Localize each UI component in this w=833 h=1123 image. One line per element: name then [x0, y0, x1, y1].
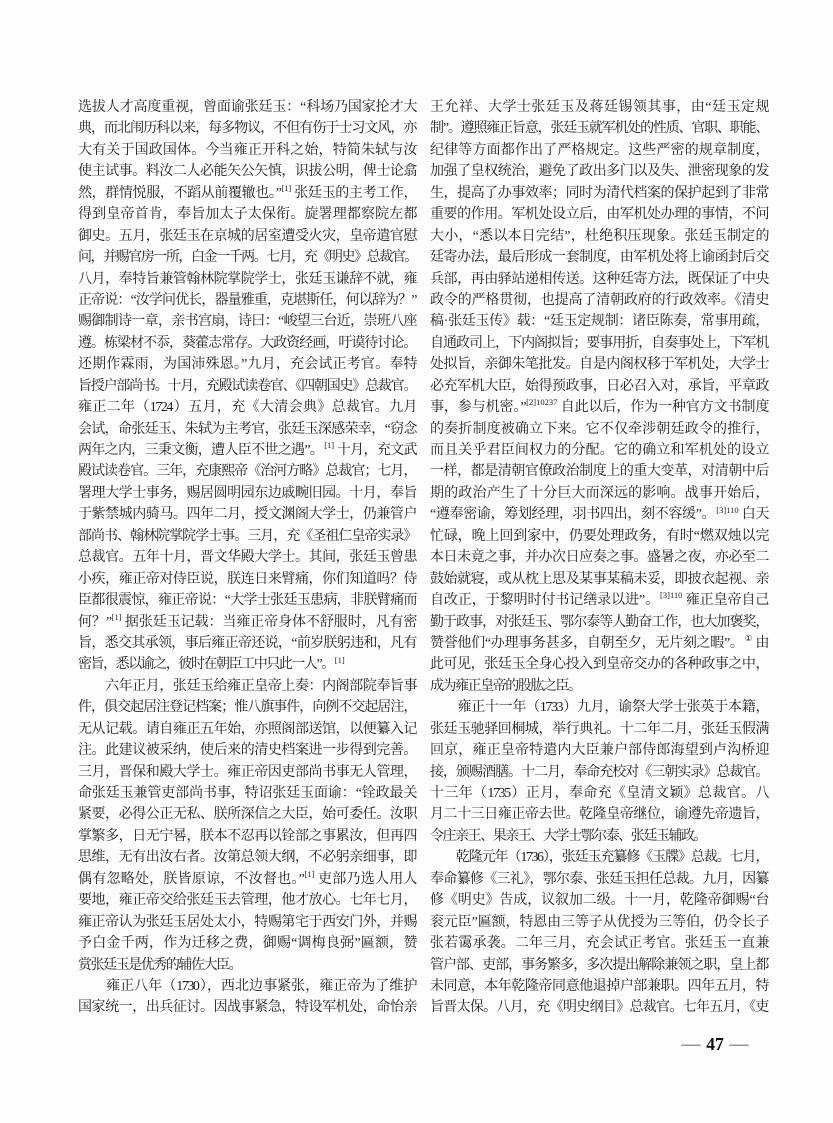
text-line: “遵奉密谕，筹划经理，羽书四出，刻不容缓”。$^{[3]110}$ 白天 — [430, 504, 768, 523]
text-line: 注。此建议被采纳，使后来的清史档案进一步得到完善。 — [78, 743, 416, 759]
footnote-ref: [3]110 — [660, 590, 683, 601]
footnote-ref: [1] — [304, 869, 315, 880]
text-line: 必充军机大臣，始得预政事，日必召入对，承旨，平章政 — [430, 378, 768, 394]
text-line: 管户部、吏部，事务繁多，多次提出解除兼领之职，皇上都 — [430, 957, 768, 973]
text-line: 本日未竟之事，并办次日应奏之事。盛暑之夜，亦必至二 — [430, 550, 768, 566]
page-number — [655, 1034, 775, 1055]
text-line: 生，提高了办事效率；同时为清代档案的保护起到了非常 — [430, 185, 768, 201]
text-line: 自通政司上，下内阁拟旨；要事用折，自奏事处上，下军机 — [430, 335, 768, 351]
text-line: 十三年（1735）正月，奉命充《皇清文颖》总裁官。八 — [430, 786, 768, 801]
text-line: 自改正，于黎明时付书记缮录以进”。$^{[3]110}$ 雍正皇帝自己 — [430, 590, 768, 609]
text-line: 雍正二年（1724）五月，充《大清会典》总裁官。九月 — [78, 400, 416, 416]
text-line: 处拟旨，亲御朱笔批发。自是内阁权移于军机处，大学士 — [430, 357, 768, 373]
page-number-value: 47 — [706, 1034, 724, 1054]
text-line: 典，而北闱历科以来，每多物议，不但有伤于士习文风，亦 — [78, 121, 416, 137]
text-line: 雍正八年（1730），西北边事紧张，雍正帝为了维护 — [78, 978, 416, 994]
text-line: 未同意，本年乾隆帝同意他退掉户部兼职。四年五月，特 — [430, 978, 768, 994]
text-line: 一样，都是清朝官僚政治制度上的重大变革，对清朝中后 — [430, 464, 768, 480]
text-line: 使主试事。料汝二人必能矢公矢慎，识拔公明，俾士论翕 — [78, 164, 416, 180]
text-line: 张若霭承袭。二年三月，充会试正考官。张廷玉一直兼 — [430, 936, 768, 952]
text-line: 密旨，悉以谕之，彼时在朝臣工中只此一人”。[1] — [78, 654, 345, 673]
text-line: 张廷玉驰驿回桐城，举行典礼。十二年二月，张廷玉假满 — [430, 721, 768, 737]
text-line: 八月，奉特旨兼管翰林院掌院学士，张廷玉谦辞不就，雍 — [78, 271, 416, 287]
text-line: 重要的作用。军机处设立后，由军机处办理的事情，不问 — [430, 207, 768, 223]
text-line: 纪律等方面都作出了严格规定。这些严密的规章制度， — [430, 142, 768, 158]
text-line: 旨晋太保。八月，充《明史纲目》总裁官。七年五月，《吏 — [430, 1000, 768, 1016]
text-column-left — [78, 97, 416, 1019]
text-line: 雍正帝认为张廷玉居处太小，特赐第宅于西安门外，并赐 — [78, 914, 416, 930]
text-line: 令庄亲王、果亲王、大学士鄂尔泰、张廷玉辅政。 — [430, 828, 707, 844]
text-line: 御史。五月，张廷玉在京城的居室遭受火灾，皇帝遣官慰 — [78, 228, 416, 244]
footnote-ref: ① — [744, 633, 754, 644]
text-body — [78, 97, 768, 1019]
text-line: 要地，雍正帝交给张廷玉去管理，他才放心。七年七月， — [78, 893, 416, 909]
text-line: 得到皇帝首肯，奉旨加太子太保衔。旋署理都察院左都 — [78, 207, 416, 223]
text-line: 赏张廷玉是优秀的辅佐大臣。 — [78, 957, 242, 973]
text-line: 大有关于国政国体。今当雍正开科之始，特简朱轼与汝 — [78, 142, 416, 158]
text-line: 无从记载。请自雍正五年始，亦照阁部送馆，以便纂入记 — [78, 721, 416, 737]
text-line: 乾隆元年（1736），张廷玉充纂修《玉牒》总裁。七月， — [430, 850, 768, 866]
text-line: 此可见，张廷玉全身心投入到皇帝交办的各种政事之中， — [430, 657, 768, 673]
text-line: 月二十三日雍正帝去世。乾隆皇帝继位，谕遵先帝遗旨， — [430, 807, 768, 823]
text-line: 然，群情悦服，不蹈从前覆辙也。”[1] 张廷玉的主考工作， — [78, 183, 417, 201]
text-line: 而且关乎君臣间权力的分配。它的确立和军机处的设立 — [430, 443, 768, 458]
text-line: 选拔人才高度重视，曾面谕张廷玉：“科场乃国家抡才大 — [78, 100, 416, 115]
text-line: 衮元臣”匾额，特恩由三等子从优授为三等伯，仍令长子 — [430, 914, 768, 930]
text-line: 掌繁多，日无宁晷，朕本不忍再以铨部之事累汝，但再四 — [78, 828, 416, 844]
footnote-ref: [3]110 — [716, 504, 739, 515]
text-line: 鼓始就寝，或从枕上思及某事某稿未妥，即披衣起视、亲 — [430, 571, 768, 587]
text-line: 予白金千两，作为迁移之费，御赐“调梅良弼”匾额，赞 — [78, 936, 416, 952]
text-line: 遵。栋梁材不忝，葵藿志常存。大政资经画，吁谟待讨论。 — [78, 335, 416, 351]
text-line: 王允祥、大学士张廷玉及蒋廷锡领其事，由“廷玉定规 — [430, 100, 768, 115]
footnote-ref: [1] — [324, 440, 335, 451]
text-line: 的奏折制度被确立下来。它不仅牵涉朝廷政令的推行， — [430, 421, 768, 437]
text-line: 忙碌，晚上回到家中，仍要处理政务，有时“燃双烛以完 — [430, 528, 768, 544]
text-line: 还期作霖雨，为国沛殊恩。”九月，充会试正考官。奉特 — [78, 357, 416, 373]
text-line: 思维，无有出汝右者。汝第总领大纲，不必躬亲细事，即 — [78, 850, 416, 866]
text-line: 赐御制诗一章，亲书宫扇，诗曰：“峻望三台近，崇班八座 — [78, 314, 416, 330]
text-line: 接，颁赐酒膳。十二月，奉命充校对《三朝实录》总裁官。 — [430, 764, 768, 780]
text-line: 正帝说：“汝学问优长，器量雅重，克堪斯任，何以辞为？” — [78, 292, 416, 308]
text-line: 署理大学士事务，赐居圆明园东边戚畹旧园。十月，奉旨 — [78, 485, 416, 501]
text-line: 旨，悉交其承领，事后雍正帝还说，“前岁朕躬违和，凡有 — [78, 635, 416, 651]
footnote-ref: [2]10237 — [526, 397, 558, 408]
text-line: 回京，雍正皇帝特遣内大臣兼户部侍郎海望到卢沟桥迎 — [430, 743, 768, 759]
page-number-dash-right: — — [729, 1035, 749, 1053]
text-line: 臣都很震惊，雍正帝说：“大学士张廷玉患病，非朕臂痛而 — [78, 593, 416, 609]
text-line: 三月，晋保和殿大学士。雍正帝因吏部尚书事无人管理， — [78, 764, 416, 780]
text-line: 件，俱交起居注登记档案；惟八旗事件，向例不交起居注， — [78, 700, 416, 716]
text-line: 期的政治产生了十分巨大而深远的影响。战事开始后， — [430, 485, 768, 501]
text-line: 加强了皇权统治，避免了政出多门以及失、泄密现象的发 — [430, 164, 768, 180]
text-line: 大小，“悉以本日完结”，杜绝积压现象。张廷玉制定的 — [430, 228, 768, 244]
text-line: 命张廷玉兼管吏部尚书事，特诏张廷玉面谕：“铨政最关 — [78, 786, 416, 801]
text-line: 殿试读卷官。三年，充康熙帝《治河方略》总裁官；七月， — [78, 464, 416, 480]
text-line: 六年正月，张廷玉给雍正皇帝上奏：内阁部院奉旨事 — [78, 678, 416, 694]
text-line: 政令的严格贯彻，也提高了清朝政府的行政效率。《清史 — [430, 292, 768, 308]
text-line: 事，参与机密。”$^{[2]10237}$ 自此以后，作为一种官方文书制度 — [430, 397, 768, 416]
footnote-ref: [1] — [281, 183, 292, 194]
text-line: 部尚书、翰林院掌院学士事。三月，充《圣祖仁皇帝实录》 — [78, 528, 416, 544]
text-line: 赞誉他们“办理事务甚多，自朝至夕，无片刻之暇”。① 由 — [430, 633, 768, 651]
text-line: 修《明史》告成，议叙加二级。十一月，乾隆帝御赐“台 — [430, 893, 768, 909]
text-line: 两年之内，三秉文衡，遭人臣不世之遇”。[1] 十月，充文武 — [78, 440, 416, 458]
text-line: 小疾，雍正帝对侍臣说，朕连日来臂痛，你们知道吗？侍 — [78, 571, 416, 587]
page-number-dash-left: — — [681, 1035, 701, 1053]
text-line: 制”。遵照雍正旨意，张廷玉就军机处的性质、官职、职能、 — [430, 121, 768, 137]
text-line: 奉命纂修《三礼》，鄂尔泰、张廷玉担任总裁。九月，因纂 — [430, 871, 768, 887]
text-line: 紧要，必得公正无私、朕所深信之大臣，始可委任。汝职 — [78, 807, 416, 823]
text-line: 总裁官。五年十月，晋文华殿大学士。其间，张廷玉曾患 — [78, 550, 416, 566]
text-line: 于紫禁城内骑马。四年二月，授文渊阁大学士，仍兼管户 — [78, 507, 416, 523]
text-line: 雍正十一年（1733）九月，谕祭大学士张英于本籍， — [430, 700, 768, 716]
text-line: 何？”[1] 据张廷玉记载：当雍正帝身体不舒服时，凡有密 — [78, 611, 416, 630]
text-line: 廷寄办法，最后形成一套制度，由军机处将上谕函封后交 — [430, 250, 768, 266]
text-line: 问，并赐官房一所，白金一千两。七月，充《明史》总裁官。 — [78, 250, 417, 266]
text-line: 稿·张廷玉传》载：“廷玉定规制：诸臣陈奏，常事用疏， — [430, 314, 768, 330]
text-line: 会试，命张廷玉、朱轼为主考官，张廷玉深感荣幸，“窃念 — [78, 421, 416, 437]
text-column-right — [430, 97, 768, 1019]
text-line: 偶有忽略处，朕皆原谅，不汝督也。”[1] 吏部乃选人用人 — [78, 869, 416, 887]
text-line: 旨授户部尚书。十月，充殿试读卷官、《四朝国史》总裁官。 — [78, 378, 416, 394]
footnote-ref: [1] — [334, 654, 345, 665]
text-line: 国家统一，出兵征讨。因战事紧急，特设军机处，命怡亲 — [78, 1000, 416, 1016]
text-line: 成为雍正皇帝的股肱之臣。 — [430, 678, 581, 694]
text-line: 勤于政事，对张廷玉、鄂尔泰等人勤奋工作，也大加褒奖， — [430, 614, 768, 630]
footnote-ref: [1] — [111, 611, 122, 622]
text-line: 兵部，再由驿站递相传送。这种廷寄方法，既保证了中央 — [430, 271, 768, 287]
